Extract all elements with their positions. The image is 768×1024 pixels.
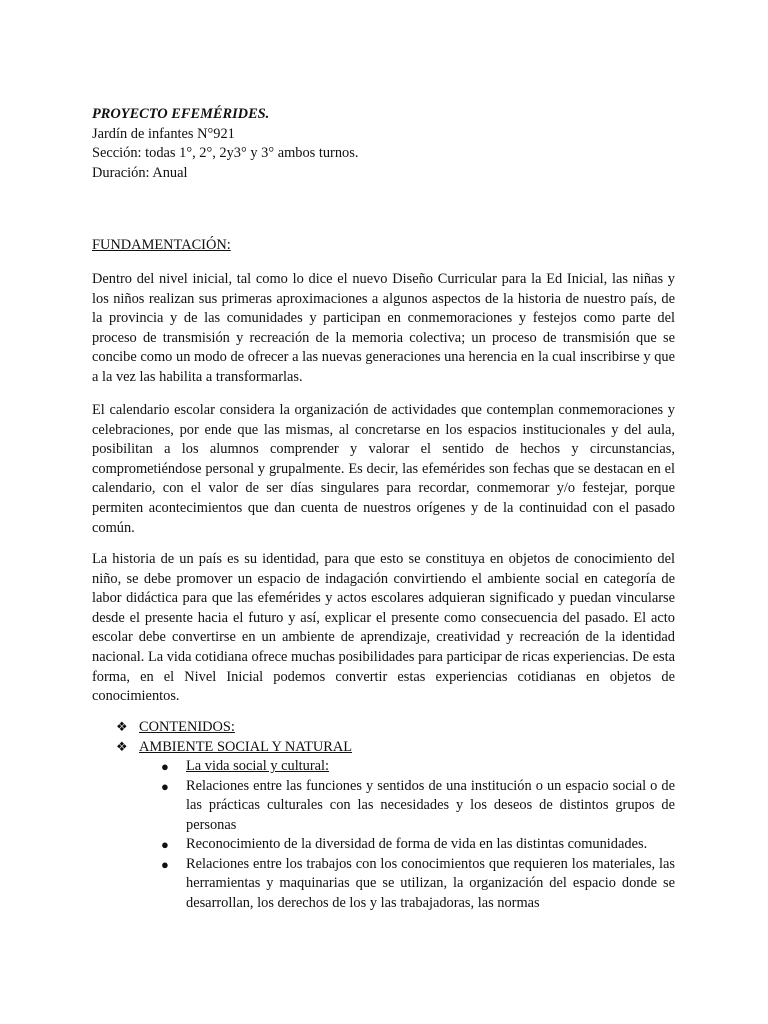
paragraph-1: Dentro del nivel inicial, tal como lo dice el nuevo Diseño Curricular para la Ed Inicial, las niñas y los niños realizan sus primeras aproximaciones a algunos aspectos de la historia de nuestro país, de la provincia y de las comunidades y participan en conmemoraciones y festejos como parte del proceso de transmisión y recreación de la memoria colectiva; un proceso de transmisión que se concibe como un modo de ofrecer a las nuevas generaciones una herencia en la cual inscribirse y que a la vez las habilita a transformarlas. (92, 271, 675, 385)
diamond-bullet-icon: ❖ (116, 739, 128, 755)
project-title: PROYECTO EFEMÉRIDES. (92, 106, 270, 122)
list-item (160, 777, 675, 836)
fundamentacion-heading: FUNDAMENTACIÓN: (92, 237, 231, 253)
paragraph-2: El calendario escolar considera la organización de actividades que contemplan conmemoraciones y celebraciones, por ende que las mismas, al concretarse en los espacios institucionales y del aula, posibilitan a los alumnos comprender y valorar el sentido de hechos y circunstancias, comprometiéndose personal y grupalmente. Es decir, las efemérides son fechas que se destacan en el calendario, con el valor de ser días singulares para recordar, conmemorar y/o festejar, porque permiten acontecimientos que dan cuenta de nuestros orígenes y de la continuidad con el pasado común. (92, 402, 675, 536)
contents-list (92, 718, 675, 913)
list-item-text: Relaciones entre los trabajos con los conocimientos que requieren los materiales, las herramientas y maquinarias que se utilizan, la organización del espacio donde se desarrollan, los derechos de los y las trabajadoras, las normas (186, 855, 675, 911)
diamond-bullet-icon: ❖ (116, 720, 128, 735)
section-line: Sección: todas 1°, 2°, 2y3° y 3° ambos turnos. (92, 145, 359, 161)
list-item-contenidos (92, 718, 675, 738)
list-item-ambiente (92, 738, 675, 758)
document-header (92, 105, 358, 183)
dot-bullet-icon: ● (161, 778, 169, 794)
paragraph-3: La historia de un país es su identidad, para que esto se constituya en objetos de conocimiento del niño, se debe promover un espacio de indagación convirtiendo el ambiente social en categoría de labor didáctica para que las efemérides y actos escolares adquieran significado y puedan vincularse desde el presente hacia el futuro y así, explicar el presente como consecuencia del pasado. El acto escolar debe convertirse en un ambiente de aprendizaje, creatividad y recreación de la identidad nacional. La vida cotidiana ofrece muchas posibilidades para participar de ricas experiencias. De esta forma, en el Nivel Inicial podemos convertir estas experiencias cotidianas en objetos de conocimientos. (92, 551, 675, 705)
list-item (160, 855, 675, 914)
list-item-text: Reconocimiento de la diversidad de forma de vida en las distintas comunidades. (186, 836, 648, 852)
contenidos-label: CONTENIDOS: (139, 719, 235, 735)
duration-line: Duración: Anual (92, 164, 188, 181)
dot-bullet-icon: ● (161, 837, 169, 852)
dot-bullet-icon: ● (161, 856, 169, 872)
vida-social-label: La vida social y cultural: (186, 758, 330, 774)
list-item-text: Relaciones entre las funciones y sentidos de una institución o un espacio social o de las prácticas culturales con las necesidades y los deseos de distintos grupos de personas (186, 777, 675, 833)
dot-bullet-icon: ● (161, 759, 169, 774)
list-item-vida-social (160, 757, 675, 777)
school-name: Jardín de infantes N°921 (92, 125, 235, 142)
list-item (160, 835, 675, 855)
ambiente-label: AMBIENTE SOCIAL Y NATURAL (139, 738, 353, 755)
